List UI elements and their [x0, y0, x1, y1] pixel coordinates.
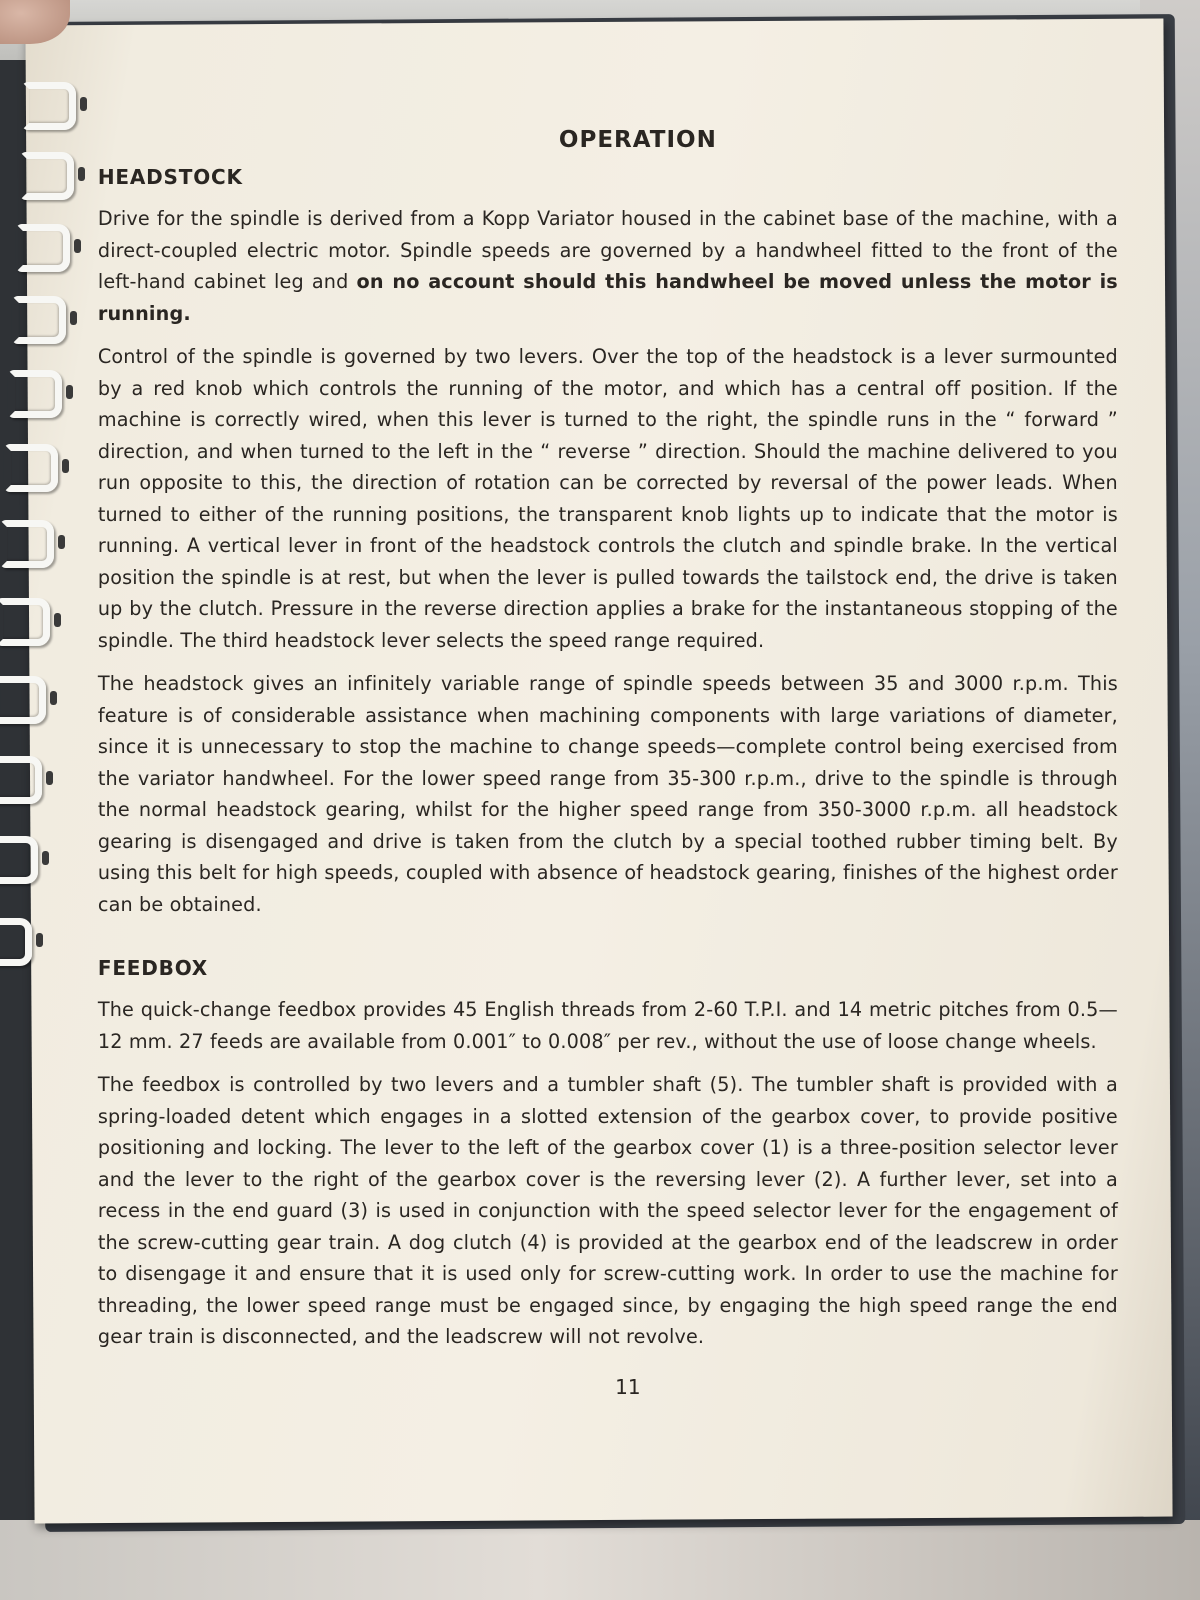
feedbox-paragraph-1: The quick-change feedbox provides 45 English threads from 2-60 T.P.I. and 14 metric pitches from 0.5—12 mm. 27 feeds are available from 0.001″ to 0.008″ per rev., without the use of loose change wheels.: [97, 998, 1118, 1053]
feedbox-paragraph-2: The feedbox is controlled by two levers and a tumbler shaft (5). The tumbler shaft is provided with a spring-loaded detent which engages in a slotted extension of the gearbox cover, to provide positive positioning and locking. The lever to the left of the gearbox cover (1) is a three-position selector lever and the lever to the right of the gearbox cover is the reversing lever (2). A further lever, set into a recess in the end guard (3) is used in conjunction with the speed selector lever for the engagement of the screw-cutting gear train. A dog clutch (4) is provided at the gearbox end of the leadscrew in order to disengage it and ensure that it is used only for screw-cutting work. In order to use the machine for threading, the lower speed range must be engaged since, by engaging the high speed range the end gear train is disconnected, and the leadscrew will not revolve.: [97, 1073, 1118, 1349]
headstock-paragraph-2: Control of the spindle is governed by two levers. Over the top of the headstock is a lever surmounted by a red knob which controls the running of the motor, and which has a central off position. If the machine is correctly wired, when this lever is turned to the right, the spindle runs in the “ forward ” direction, and when turned to the left in the “ reverse ” direction. Should the machine delivered to you run opposite to this, the direction of rotation can be corrected by reversal of the power leads. When turned to either of the running positions, the transparent knob lights up to indicate that the motor is running. A vertical lever in front of the headstock controls the clutch and spindle brake. In the vertical position the spindle is at rest, but when the lever is pulled towards the tailstock end, the drive is taken up by the clutch. Pressure in the reverse direction applies a brake for the instantaneous stopping of the spindle. The third headstock lever selects the speed range required.: [97, 345, 1118, 652]
ring-hole: [58, 535, 65, 549]
ring-hole: [62, 459, 69, 473]
binding-ring: [8, 370, 62, 418]
binding-ring: [0, 918, 32, 966]
ring-hole: [66, 385, 73, 399]
binding-ring: [0, 598, 50, 646]
headstock-paragraph-3: The headstock gives an infinitely variable range of spindle speeds between 35 and 3000 r.p.m. This feature is of considerable assistance when machining components with large variations of diameter, since it is unnecessary to stop the machine to change speeds—complete control being exercised from the variator handwheel. For the lower speed range from 35-300 r.p.m., drive to the spindle is through the normal headstock gearing, whilst for the higher speed range from 350-3000 r.p.m. all headstock gearing is disengaged and drive is taken from the clutch by a special toothed rubber timing belt. By using this belt for high speeds, coupled with absence of headstock gearing, finishes of the highest order can be obtained.: [97, 672, 1118, 916]
manual-page: [25, 19, 1172, 1524]
headstock-paragraph-1: [98, 203, 1118, 329]
ring-hole: [46, 771, 53, 785]
page-content: [98, 97, 1118, 1399]
binding-ring: [20, 152, 74, 200]
binding-ring: [16, 224, 70, 272]
section-heading-feedbox: FEEDBOX: [97, 956, 209, 981]
page-title: OPERATION: [558, 127, 717, 154]
ring-hole: [80, 97, 87, 111]
background-bottom: [0, 1520, 1200, 1600]
binding-ring: [22, 82, 76, 130]
binding-ring: [12, 296, 66, 344]
ring-hole: [54, 613, 61, 627]
ring-hole: [50, 691, 57, 705]
binding-ring: [0, 520, 54, 568]
ring-hole: [36, 933, 43, 947]
binding-ring: [0, 836, 38, 884]
paragraph-text: Drive for the spindle is derived from a Kopp Variator housed in the cabinet base of the machine, with a direct-coupled electric motor. Spindle speeds are governed by a handwheel fitted to the front of the left-hand cabinet leg and: [97, 207, 1118, 294]
warning-bold-text: on no account should this handwheel be moved unless the motor is running.: [97, 270, 1118, 325]
section-heading-headstock: HEADSTOCK: [97, 165, 243, 190]
spiral-binding: [0, 0, 70, 1600]
ring-hole: [78, 167, 85, 181]
binding-ring: [4, 444, 58, 492]
binding-ring: [0, 756, 42, 804]
ring-hole: [42, 851, 49, 865]
binding-ring: [0, 676, 46, 724]
ring-hole: [74, 239, 81, 253]
ring-hole: [70, 311, 77, 325]
page-number: 11: [615, 1374, 641, 1399]
